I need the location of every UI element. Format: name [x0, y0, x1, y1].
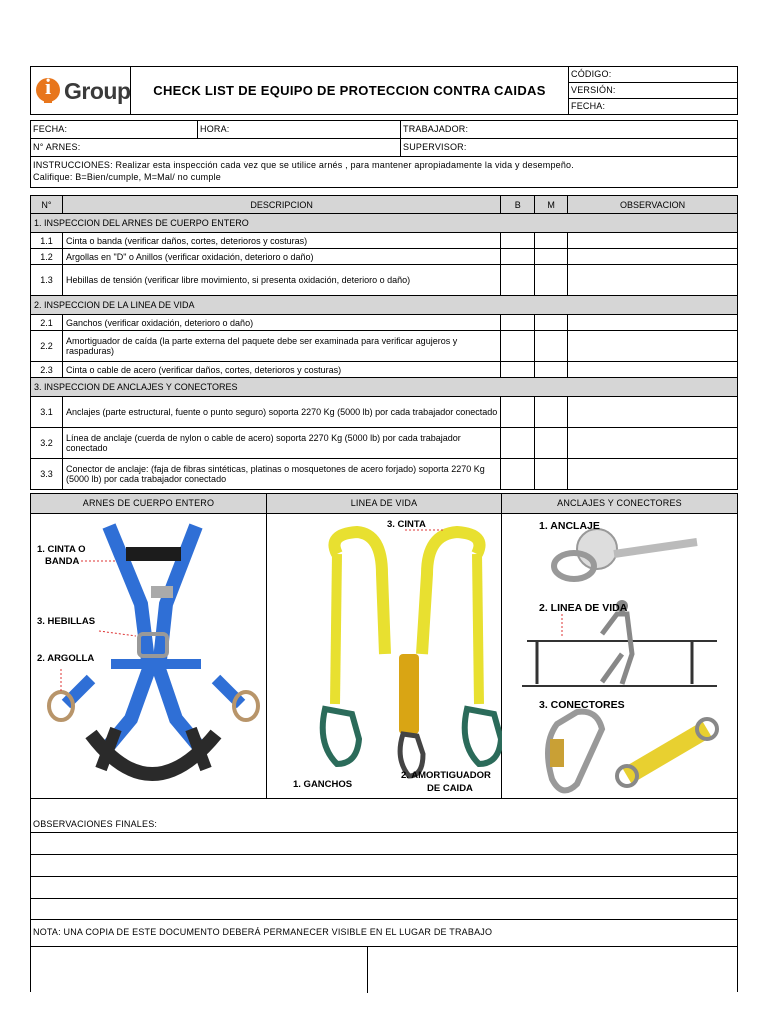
col-header-m: M: [535, 196, 568, 214]
check-b[interactable]: [501, 331, 535, 362]
row-number: 1.3: [31, 265, 63, 296]
harness-panel: [31, 514, 267, 798]
logo: [31, 67, 131, 114]
observaciones-block: [30, 798, 738, 947]
anchors-illustration: [502, 514, 737, 798]
table-row: [31, 428, 738, 459]
check-m[interactable]: [535, 233, 568, 249]
row-description: Cinta o banda (verificar daños, cortes, deterioros y costuras): [62, 233, 500, 249]
check-b[interactable]: [501, 459, 535, 490]
row-number: 2.1: [31, 315, 63, 331]
lanyard-label-cinta: 3. CINTA: [387, 519, 426, 530]
row-description: Anclajes (parte estructural, fuente o punto seguro) soporta 2270 Kg (5000 lb) por cada trabajador conectado: [62, 397, 500, 428]
check-b[interactable]: [501, 233, 535, 249]
harness-label-argolla: 2. ARGOLLA: [37, 653, 95, 664]
check-b[interactable]: [501, 315, 535, 331]
anchors-panel: [502, 514, 737, 798]
hora-field[interactable]: HORA:: [198, 121, 401, 139]
table-row: [31, 397, 738, 428]
observation-cell[interactable]: [568, 249, 738, 265]
observation-cell[interactable]: [568, 459, 738, 490]
instructions-line2: Califique: B=Bien/cumple, M=Mal/ no cumple: [33, 172, 221, 182]
signature-left[interactable]: [31, 947, 368, 993]
document-title: CHECK LIST DE EQUIPO DE PROTECCION CONTRA CAIDAS: [131, 67, 569, 114]
section-row: [31, 378, 738, 397]
section-row: [31, 296, 738, 315]
observation-line[interactable]: [31, 898, 737, 920]
checklist-table: [30, 195, 738, 490]
lanyard-panel: [267, 514, 502, 798]
check-m[interactable]: [535, 249, 568, 265]
trabajador-field[interactable]: TRABAJADOR:: [401, 121, 737, 139]
check-m[interactable]: [535, 265, 568, 296]
observaciones-label: OBSERVACIONES FINALES:: [33, 819, 158, 829]
arnes-field[interactable]: N° ARNES:: [31, 139, 401, 157]
row-number: 2.3: [31, 362, 63, 378]
section-row: [31, 214, 738, 233]
check-m[interactable]: [535, 397, 568, 428]
row-number: 2.2: [31, 331, 63, 362]
row-number: 3.2: [31, 428, 63, 459]
section-title: 1. INSPECCION DEL ARNES DE CUERPO ENTERO: [31, 214, 738, 233]
row-description: Argollas en "D" o Anillos (verificar oxidación, deterioro o daño): [62, 249, 500, 265]
observation-cell[interactable]: [568, 362, 738, 378]
table-row: [31, 459, 738, 490]
row-description: Cinta o cable de acero (verificar daños, cortes, deterioros y costuras): [62, 362, 500, 378]
col-header-desc: DESCRIPCION: [62, 196, 500, 214]
table-row: [31, 233, 738, 249]
image-col1-title: ARNES DE CUERPO ENTERO: [31, 494, 267, 513]
row-description: Amortiguador de caída (la parte externa del paquete debe ser examinada para verificar agujeros y raspaduras): [62, 331, 500, 362]
observation-cell[interactable]: [568, 265, 738, 296]
section-title: 3. INSPECCION DE ANCLAJES Y CONECTORES: [31, 378, 738, 397]
signature-right[interactable]: [368, 947, 737, 993]
row-number: 1.1: [31, 233, 63, 249]
lanyard-label-ganchos: 1. GANCHOS: [293, 779, 353, 790]
check-b[interactable]: [501, 362, 535, 378]
harness-label-cinta: 1. CINTA O: [37, 544, 86, 555]
check-m[interactable]: [535, 459, 568, 490]
check-m[interactable]: [535, 315, 568, 331]
info-block: [30, 120, 738, 188]
lanyard-label-decaida: DE CAIDA: [427, 783, 473, 794]
image-col2-title: LINEA DE VIDA: [267, 494, 502, 513]
version-field: VERSIÓN:: [569, 83, 737, 99]
observation-line[interactable]: [31, 832, 737, 854]
anchor-label-linea: 2. LINEA DE VIDA: [539, 602, 628, 614]
table-row: [31, 249, 738, 265]
fecha-header-field: FECHA:: [571, 101, 606, 111]
codigo-field: CÓDIGO:: [569, 67, 737, 83]
logo-group: Group: [64, 78, 131, 104]
harness-label-banda: BANDA: [45, 556, 80, 567]
section-title: 2. INSPECCION DE LA LINEA DE VIDA: [31, 296, 738, 315]
lanyard-illustration: [267, 514, 502, 798]
logo-i: i: [45, 74, 52, 99]
row-number: 1.2: [31, 249, 63, 265]
table-header-row: [31, 196, 738, 214]
check-m[interactable]: [535, 428, 568, 459]
observation-cell[interactable]: [568, 428, 738, 459]
anchor-label-conectores: 3. CONECTORES: [539, 699, 625, 711]
row-description: Línea de anclaje (cuerda de nylon o cable de acero) soporta 2270 Kg (5000 lb) por cada trabajador conectado: [62, 428, 500, 459]
image-col3-title: ANCLAJES Y CONECTORES: [557, 498, 682, 508]
col-header-n: N°: [31, 196, 63, 214]
signature-block: [30, 946, 738, 992]
col-header-obs: OBSERVACION: [568, 196, 738, 214]
row-number: 3.1: [31, 397, 63, 428]
fecha-field[interactable]: FECHA:: [31, 121, 198, 139]
row-description: Hebillas de tensión (verificar libre movimiento, si presenta oxidación, deterioro o daño): [62, 265, 500, 296]
anchor-label-anclaje: 1. ANCLAJE: [539, 520, 600, 532]
row-description: Conector de anclaje: (faja de fibras sintéticas, platinas o mosquetones de acero forjado) soporta 2270 Kg (5000 lb) por cada trabajador conectado: [62, 459, 500, 490]
nota-text: NOTA: UNA COPIA DE ESTE DOCUMENTO DEBERÁ PERMANECER VISIBLE EN EL LUGAR DE TRABAJO: [33, 927, 493, 937]
row-description: Ganchos (verificar oxidación, deterioro o daño): [62, 315, 500, 331]
observation-cell[interactable]: [568, 315, 738, 331]
header: [30, 66, 738, 115]
observation-cell[interactable]: [568, 397, 738, 428]
row-number: 3.3: [31, 459, 63, 490]
observation-cell[interactable]: [568, 331, 738, 362]
table-row: [31, 362, 738, 378]
check-b[interactable]: [501, 428, 535, 459]
col-header-b: B: [501, 196, 535, 214]
table-row: [31, 265, 738, 296]
image-header-row: [30, 493, 738, 514]
table-row: [31, 315, 738, 331]
instructions-line1: INSTRUCCIONES: Realizar esta inspección cada vez que se utilice arnés , para mantener apropiadamente la vida y desempeño.: [33, 160, 574, 170]
check-b[interactable]: [501, 249, 535, 265]
image-panels: [30, 513, 738, 799]
observation-line[interactable]: [31, 876, 737, 898]
check-m[interactable]: [535, 331, 568, 362]
observation-cell[interactable]: [568, 233, 738, 249]
check-b[interactable]: [501, 397, 535, 428]
table-row: [31, 331, 738, 362]
check-m[interactable]: [535, 362, 568, 378]
check-b[interactable]: [501, 265, 535, 296]
observation-line[interactable]: [31, 854, 737, 876]
supervisor-field[interactable]: SUPERVISOR:: [401, 139, 737, 157]
lanyard-label-amortiguador: 2. AMORTIGUADOR: [401, 770, 491, 781]
harness-label-hebillas: 3. HEBILLAS: [37, 616, 96, 627]
